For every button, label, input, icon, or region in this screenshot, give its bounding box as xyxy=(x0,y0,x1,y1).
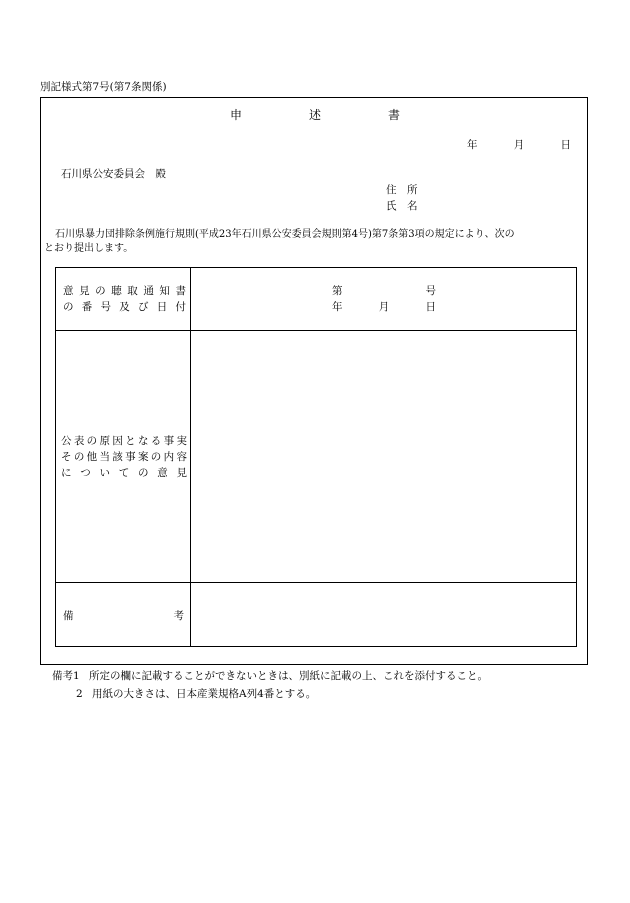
note-1-prefix: 備考1 xyxy=(52,670,80,682)
remarks-field[interactable] xyxy=(192,584,576,646)
notice-number-field[interactable]: 第 号 年 月 日 xyxy=(332,285,436,313)
date-month: 月 xyxy=(513,139,525,151)
note-1-text: 所定の欄に記載することができないときは、別紙に記載の上、これを添付すること。 xyxy=(89,670,489,682)
addressee: 石川県公安委員会 殿 xyxy=(61,168,166,180)
document-title xyxy=(230,109,400,121)
note-2-text: 用紙の大きさは、日本産業規格A列4番とする。 xyxy=(92,688,317,700)
title-char: 述 xyxy=(308,108,321,122)
table-row-divider xyxy=(56,582,576,583)
submission-table xyxy=(55,267,577,647)
note-2-prefix: 2 xyxy=(76,688,83,700)
statement-line-1: 石川県暴力団排除条例施行規則(平成23年石川県公安委員会規則第4号)第7条第3項の規定により、次の xyxy=(55,229,515,240)
table-column-divider xyxy=(190,268,191,646)
statement-line-2: とおり提出します。 xyxy=(44,243,134,254)
table-row-divider xyxy=(56,330,576,331)
opinion-label: 公 表 の 原 因 と な る 事 実 そ の 他 当 該 事 案 の 内 容 に つ い て の 意 見 xyxy=(61,435,187,479)
hearing-notice-label: 意 見 の 聴 取 通 知 書 の 番 号 及 び 日 付 xyxy=(63,285,186,313)
opinion-field[interactable] xyxy=(192,332,576,580)
note-1 xyxy=(52,671,488,682)
date-year: 年 xyxy=(467,139,478,151)
form-label: 別記様式第7号(第7条関係) xyxy=(40,81,167,93)
remarks-label: 備 考 xyxy=(63,610,184,622)
name-label: 氏 名 xyxy=(386,200,418,212)
title-char: 申 xyxy=(230,108,243,122)
address-label: 住 所 xyxy=(386,184,418,196)
note-2 xyxy=(76,689,316,700)
date-day: 日 xyxy=(560,139,571,151)
date-line xyxy=(467,140,571,151)
title-char: 書 xyxy=(387,108,400,122)
